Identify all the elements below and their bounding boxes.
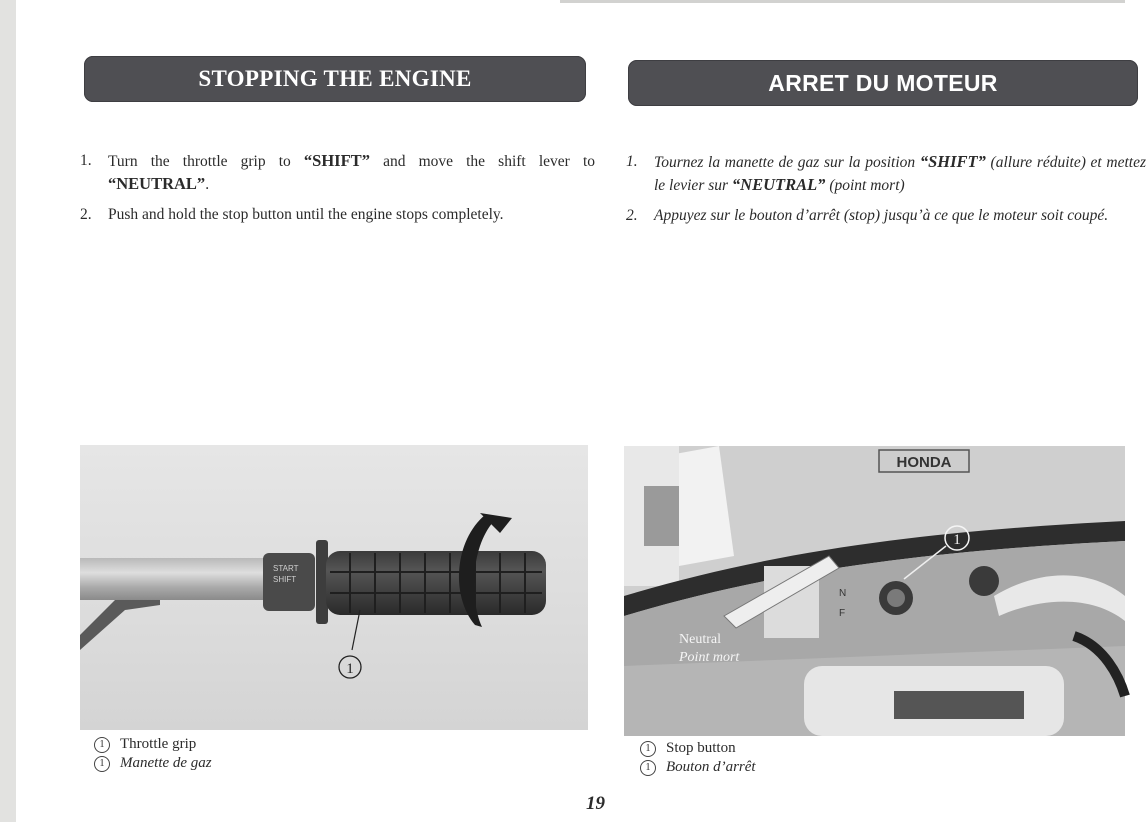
stop-button-center: [887, 589, 905, 607]
step-english-1: [80, 150, 595, 196]
lever-letter-f: F: [839, 608, 846, 619]
bracket-shape: [80, 593, 160, 650]
step-english-2: [80, 204, 595, 226]
throttle-grip-illustration: [80, 445, 588, 730]
page-edge: [0, 0, 16, 822]
caption-text-english: Stop button: [666, 740, 736, 756]
steps-english: [80, 150, 595, 234]
keyword-neutral: “NEUTRAL”: [731, 175, 826, 194]
step-number: 1.: [626, 153, 638, 170]
caption-line-english: [94, 735, 212, 754]
lever-letter-n: N: [839, 588, 847, 599]
step-text-part: .: [205, 176, 210, 193]
caption-throttle-grip: [94, 735, 212, 773]
caption-text-french: Bouton d’arrêt: [666, 759, 756, 775]
step-text-part: (allure réduite) et mettez le levier sur: [654, 154, 1146, 194]
steps-french: [626, 151, 1146, 235]
step-text-part: and move the shift lever to: [369, 153, 596, 170]
grip-label-start: START: [273, 564, 299, 573]
caption-marker: 1: [94, 756, 110, 772]
brand-text: HONDA: [896, 454, 952, 471]
caption-line-english: [640, 739, 756, 758]
page-top-edge: [560, 0, 1125, 3]
section-title-french-text: ARRET DU MOTEUR: [768, 69, 998, 96]
step-text: Push and hold the stop button until the engine stops completely.: [108, 206, 504, 223]
step-french-1: [626, 151, 1146, 197]
section-title-english-text: STOPPING THE ENGINE: [198, 66, 472, 91]
step-text-part: Tournez la manette de gaz sur la position: [654, 154, 920, 171]
throttle-grip-photo: [80, 445, 588, 730]
section-title-english: [84, 56, 586, 102]
callout-leader: [352, 610, 360, 650]
choke-knob: [969, 566, 999, 596]
caption-text-english: Throttle grip: [120, 736, 197, 752]
step-text: [108, 150, 595, 196]
step-text: Appuyez sur le bouton d’arrêt (stop) jusqu’à ce que le moteur soit coupé.: [654, 207, 1109, 224]
caption-line-french: [94, 754, 212, 773]
caption-marker: 1: [640, 741, 656, 757]
tiller-label: [894, 691, 1024, 719]
step-number: 2.: [80, 206, 92, 223]
keyword-shift: “SHIFT”: [303, 151, 370, 170]
step-text-part: Turn the throttle grip to: [108, 153, 304, 170]
caption-stop-button: [640, 739, 756, 777]
caption-marker: 1: [94, 737, 110, 753]
callout-number: 1: [346, 661, 354, 677]
label-neutral: Neutral: [679, 632, 721, 647]
throttle-grip: [326, 551, 546, 615]
caption-line-french: [640, 758, 756, 777]
warning-label: [644, 486, 679, 546]
engine-illustration: [624, 446, 1125, 736]
tiller-tube: [80, 558, 275, 600]
keyword-neutral: “NEUTRAL”: [108, 174, 206, 193]
keyword-shift: “SHIFT”: [919, 152, 986, 171]
section-title-french: [628, 60, 1138, 106]
page-number: 19: [586, 793, 605, 814]
step-number: 1.: [80, 152, 92, 169]
step-french-2: [626, 205, 1146, 227]
caption-marker: 1: [640, 760, 656, 776]
caption-text-french: Manette de gaz: [120, 755, 212, 771]
step-number: 2.: [626, 207, 638, 224]
callout-number: 1: [953, 532, 961, 548]
grip-label-shift: SHIFT: [273, 575, 297, 584]
label-point-mort: Point mort: [679, 650, 740, 665]
stop-button-photo: [624, 446, 1125, 736]
step-text: [654, 151, 1146, 197]
step-text-part: (point mort): [825, 177, 905, 194]
